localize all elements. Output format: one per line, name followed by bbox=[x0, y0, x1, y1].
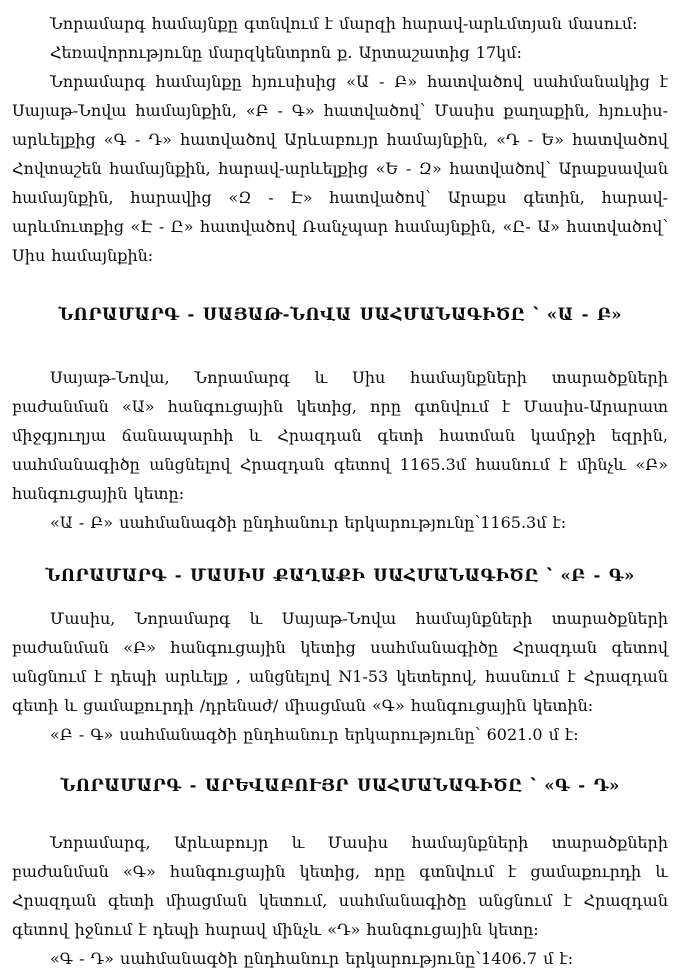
section-heading-norashmarg-arevabuyr: ՆՈՐԱՄԱՐԳ - ԱՐԵՎԱԲՈՒՅՐ ՍԱՀՄԱՆԱԳԻԾԸ ՝ «Գ - Դ» bbox=[60, 776, 620, 795]
section-length-a-b: «Ա - Բ» սահմանագծի ընդհանուր երկարությունը՝1165.3մ է: bbox=[50, 513, 567, 532]
section-length-b-g: «Բ - Գ» սահմանագծի ընդհանուր երկարությունը՝ 6021.0 մ է: bbox=[50, 725, 579, 744]
section-body-g-d: Նորամարգ, Արևաբույր և Մասիս համայնքների տարածքների բաժանման «Գ» հանգուցային կետից, որը գտնվում է ցամաքուրդի և Հրազդան գետի միացման կետում, սահմանագիծը անցնում է Հրազդան գետով իջնում է դեպի հարավ մինչև «Դ» հանգուցային կետը: bbox=[12, 833, 668, 939]
document-page bbox=[12, 9, 668, 968]
intro-paragraph-borders: Նորամարգ համայնքը հյուսիսից «Ա - Բ» հատվածով սահմանակից է Սայաթ-Նովա համայնքին, «Բ - Գ» հատվածով՝ Մասիս քաղաքին, հյուսիս-արևելքից «Գ - Դ» հատվածով Արևաբույր համայնքին, «Դ - Ե» հատվածով Հովտաշեն համայնքին, հարավ-արևելքից «Ե - Զ» հատվածով՝ Արաքսավան համայնքին, հարավից «Զ - Է» հատվածով՝ Արաքս գետին, հարավ-արևմուտքից «Է - Ը» հատվածով Ռանչպար համայնքին, «Ը- Ա» հատվածով՝ Սիս համայնքին: bbox=[12, 72, 668, 265]
intro-paragraph-location: Նորամարգ համայնքը գտնվում է մարզի հարավ-արևմտյան մասում: bbox=[50, 14, 638, 33]
section-body-b-g: Մասիս, Նորամարգ և Սայաթ-Նովա համայնքների տարածքների բաժանման «Բ» հանգուցային կետից սահմանագիծը Հրազդան գետով անցնում է դեպի արևելք , անցնելով N1-53 կետերով, հասնում է Հրազդան գետի և ցամաքուրդի /դրենաժ/ միացման «Գ» հանգուցային կետին: bbox=[12, 609, 668, 715]
intro-paragraph-distance: Հեռավորությունը մարզկենտրոն ք. Արտաշատից 17կմ: bbox=[50, 43, 522, 62]
section-heading-norashmarg-masis: ՆՈՐԱՄԱՐԳ - ՄԱՍԻՍ ՔԱՂԱՔԻ ՍԱՀՄԱՆԱԳԻԾԸ ՝ «Բ - Գ» bbox=[45, 566, 635, 585]
section-length-g-d: «Գ - Դ» սահմանագծի ընդհանուր երկարությունը՝1406.7 մ է: bbox=[50, 949, 574, 968]
section-heading-norashmarg-sayat-nova: ՆՈՐԱՄԱՐԳ - ՍԱՅԱԹ-ՆՈՎԱ ՍԱՀՄԱՆԱԳԻԾԸ ՝ «Ա - Բ» bbox=[58, 305, 622, 324]
section-body-a-b: Սայաթ-Նովա, Նորամարգ և Սիս համայնքների տարածքների բաժանման «Ա» հանգուցային կետից, որը գտնվում է Մասիս-Արարատ միջգյուղյա ճանապարհի և Հրազդան գետի հատման կամրջի եզրին, սահմանագիծը անցնելով Հրազդան գետով 1165.3մ հասնում է մինչև «Բ» հանգուցային կետը: bbox=[12, 368, 668, 503]
